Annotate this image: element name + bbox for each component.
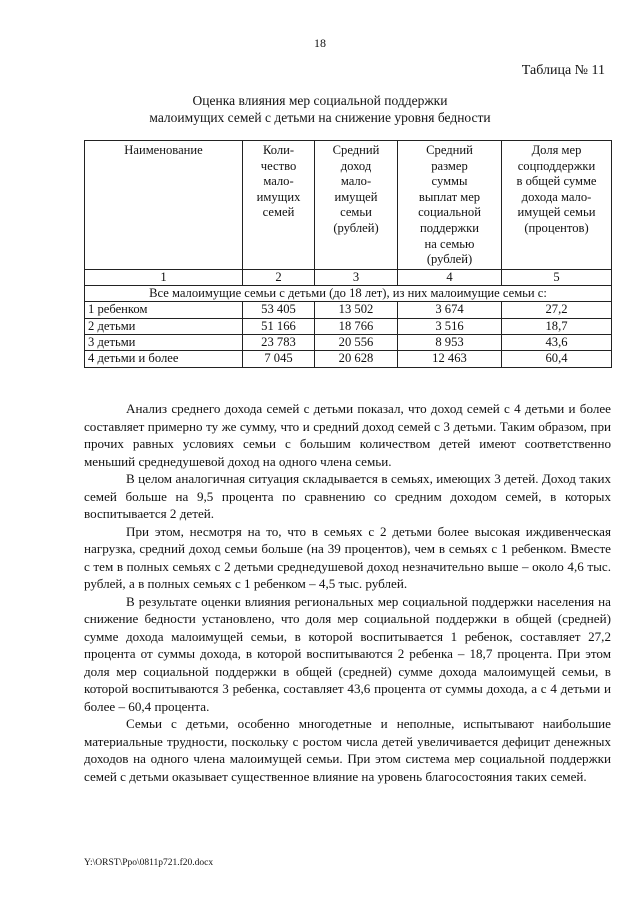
column-number-row: [85, 269, 612, 285]
row-label: 1 ребенком: [85, 302, 243, 318]
cell-avg-income: 18 766: [315, 318, 398, 334]
header-support-size: Средний размер суммы выплат мер социальной поддержки на семью (рублей): [398, 141, 502, 270]
cell-support-share: 43,6: [502, 334, 612, 350]
caption-line: Оценка влияния мер социальной поддержки: [192, 93, 448, 108]
paragraph: При этом, несмотря на то, что в семьях с 2 детьми более высокая иждивенческая нагрузка, средний доход семьи больше (на 39 процентов), чем в семьях с 1 ребенком. Вместе с тем в полных семьях с 2 детьми среднедушевой доход незначительно выше – около 4,6 тыс. рублей, а в полных семьях с 1 ребенком – 4,5 тыс. рублей.: [84, 523, 611, 591]
cell-support-share: 27,2: [502, 302, 612, 318]
table-row: [85, 318, 612, 334]
cell-count: 51 166: [243, 318, 315, 334]
cell-support-share: 18,7: [502, 318, 612, 334]
cell-count: 53 405: [243, 302, 315, 318]
table-row: [85, 351, 612, 367]
row-label: 3 детьми: [85, 334, 243, 350]
table-row: [85, 334, 612, 350]
row-label: 4 детьми и более: [85, 351, 243, 367]
table-row: [85, 302, 612, 318]
header-count: Коли- чество мало- имущих семей: [243, 141, 315, 270]
table-caption: [0, 92, 640, 126]
file-path-footer: Y:\ORST\Ppo\0811p721.f20.docx: [84, 858, 214, 868]
cell-support-size: 12 463: [398, 351, 502, 367]
cell-count: 23 783: [243, 334, 315, 350]
paragraph: В целом аналогичная ситуация складывается в семьях, имеющих 3 детей. Доход таких семей больше на 9,5 процента по сравнению со средним доходом семей, в которых воспитывается 2 детей.: [84, 471, 611, 521]
cell-support-size: 3 674: [398, 302, 502, 318]
poverty-support-table: [84, 140, 612, 368]
column-number: 1: [85, 269, 243, 285]
cell-avg-income: 13 502: [315, 302, 398, 318]
column-number: 5: [502, 269, 612, 285]
cell-avg-income: 20 556: [315, 334, 398, 350]
header-support-share: Доля мер соцподдержки в общей сумме дохода мало- имущей семьи (процентов): [502, 141, 612, 270]
span-row: [85, 286, 612, 302]
document-body: [84, 400, 611, 785]
paragraph: Анализ среднего дохода семей с детьми показал, что доход семей с 4 детьми и более составляет примерно ту же сумму, что и средний доход семей с 3 детьми. Таким образом, при прочих равных условиях семьи с большим количеством детей имеют соответственно меньший среднедушевой доход на одного члена семьи.: [84, 401, 611, 469]
cell-count: 7 045: [243, 351, 315, 367]
column-number: 4: [398, 269, 502, 285]
header-avg-income: Средний доход мало- имущей семьи (рублей): [315, 141, 398, 270]
paragraph: Семьи с детьми, особенно многодетные и неполные, испытывают наибольшие материальные трудности, поскольку с ростом числа детей увеличивается дефицит денежных доходов на одного члена малоимущей семьи. При этом система мер социальной поддержки семей с детьми оказывает существенное влияние на уровень благосостояния таких семей.: [84, 716, 611, 784]
column-number: 2: [243, 269, 315, 285]
paragraph: В результате оценки влияния региональных мер социальной поддержки населения на снижение бедности установлено, что доля мер социальной поддержки в общей (средней) сумме дохода малоимущей семьи, в которой воспитывается 1 ребенок, составляет 27,2 процента от суммы дохода, в которой воспитываются 2 ребенка – 18,7 процента. При этом доля мер социальной поддержки в общей (средней) сумме дохода малоимущей семьи, в которой воспитываются 3 ребенка, составляет 43,6 процента от суммы дохода, а с 4 детьми и более – 60,4 процента.: [84, 593, 611, 714]
cell-support-size: 3 516: [398, 318, 502, 334]
table-header-row: [85, 141, 612, 270]
cell-support-size: 8 953: [398, 334, 502, 350]
cell-support-share: 60,4: [502, 351, 612, 367]
column-number: 3: [315, 269, 398, 285]
row-label: 2 детьми: [85, 318, 243, 334]
header-name: Наименование: [85, 141, 243, 270]
page-number: 18: [314, 36, 326, 50]
table-number: Таблица № 11: [521, 63, 605, 78]
cell-avg-income: 20 628: [315, 351, 398, 367]
caption-line: малоимущих семей с детьми на снижение уровня бедности: [149, 110, 491, 125]
span-row-text: Все малоимущие семьи с детьми (до 18 лет), из них малоимущие семьи с:: [85, 286, 612, 302]
